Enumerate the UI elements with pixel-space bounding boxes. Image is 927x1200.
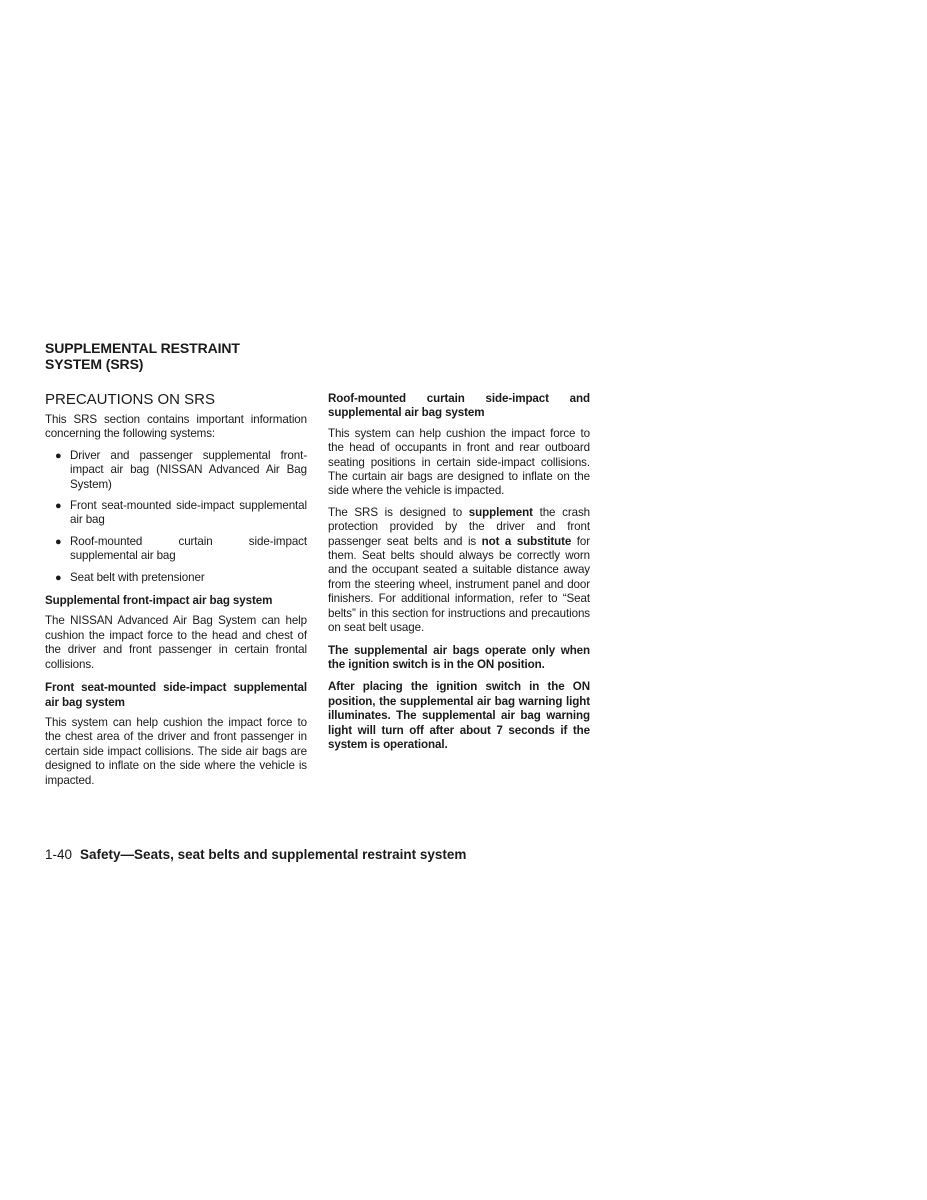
page-number: 1-40 bbox=[45, 847, 73, 862]
right-column bbox=[328, 392, 590, 759]
list-item-text: Driver and passenger supplemental front-impact air bag (NISSAN Advanced Air Bag System) bbox=[70, 448, 307, 491]
side-impact-heading: Front seat-mounted side-impact supplemental air bag system bbox=[45, 681, 307, 709]
srs-supplement-paragraph bbox=[328, 506, 590, 636]
section-title bbox=[45, 341, 305, 372]
list-item-text: Roof-mounted curtain side-impact supplemental air bag bbox=[70, 534, 307, 563]
precautions-subtitle: PRECAUTIONS ON SRS bbox=[45, 391, 216, 408]
footer-title: Safety—Seats, seat belts and supplemental restraint system bbox=[80, 847, 467, 862]
page-footer bbox=[45, 847, 466, 862]
warning-light-note: After placing the ignition switch in the ON position, the supplemental air bag warning light illuminates. The supplemental air bag warning light will turn off after about 7 seconds if the system is operational. bbox=[328, 680, 590, 751]
emphasis-not-substitute: not a substitute bbox=[481, 534, 572, 548]
list-item bbox=[45, 535, 307, 564]
list-item bbox=[45, 571, 307, 585]
intro-paragraph: This SRS section contains important information concerning the following systems: bbox=[45, 413, 307, 441]
curtain-heading: Roof-mounted curtain side-impact and supplemental air bag system bbox=[328, 392, 590, 420]
front-impact-heading: Supplemental front-impact air bag system bbox=[45, 594, 273, 608]
systems-list bbox=[45, 449, 307, 585]
section-title-line2: SYSTEM (SRS) bbox=[45, 355, 144, 372]
text-run: the crash protection provided by the driver and front passenger seat belts and is bbox=[328, 505, 590, 548]
left-column bbox=[45, 391, 307, 795]
ignition-note: The supplemental air bags operate only when the ignition switch is in the ON position. bbox=[328, 643, 590, 671]
text-run: The SRS is designed to bbox=[328, 505, 469, 519]
bullet-icon: ● bbox=[55, 449, 62, 462]
front-impact-paragraph: The NISSAN Advanced Air Bag System can help cushion the impact force to the head and chest of the driver and front passenger in certain frontal collisions. bbox=[45, 614, 307, 671]
emphasis-supplement: supplement bbox=[468, 505, 533, 519]
list-item bbox=[45, 449, 307, 492]
list-item-text: Seat belt with pretensioner bbox=[70, 570, 205, 584]
bullet-icon: ● bbox=[55, 571, 62, 584]
section-title-line1: SUPPLEMENTAL RESTRAINT bbox=[45, 340, 240, 356]
curtain-paragraph: This system can help cushion the impact force to the head of occupants in front and rear outboard seating positions in certain side-impact collisions. The curtain air bags are designed to inflate on the side where the vehicle is impacted. bbox=[328, 426, 590, 498]
list-item bbox=[45, 499, 307, 528]
side-impact-paragraph: This system can help cushion the impact force to the chest area of the driver and front passenger in certain side impact collisions. The side air bags are designed to inflate on the side where the vehicle is impacted. bbox=[45, 715, 307, 787]
text-run: for them. Seat belts should always be correctly worn and the occupant seated a suitable distance away from the steering wheel, instrument panel and door finishers. For additional information, refer to “Seat belts” in this section for instructions and precautions on seat belt usage. bbox=[328, 534, 590, 635]
bullet-icon: ● bbox=[55, 500, 62, 513]
bullet-icon: ● bbox=[55, 535, 62, 548]
list-item-text: Front seat-mounted side-impact supplemental air bag bbox=[70, 499, 307, 527]
